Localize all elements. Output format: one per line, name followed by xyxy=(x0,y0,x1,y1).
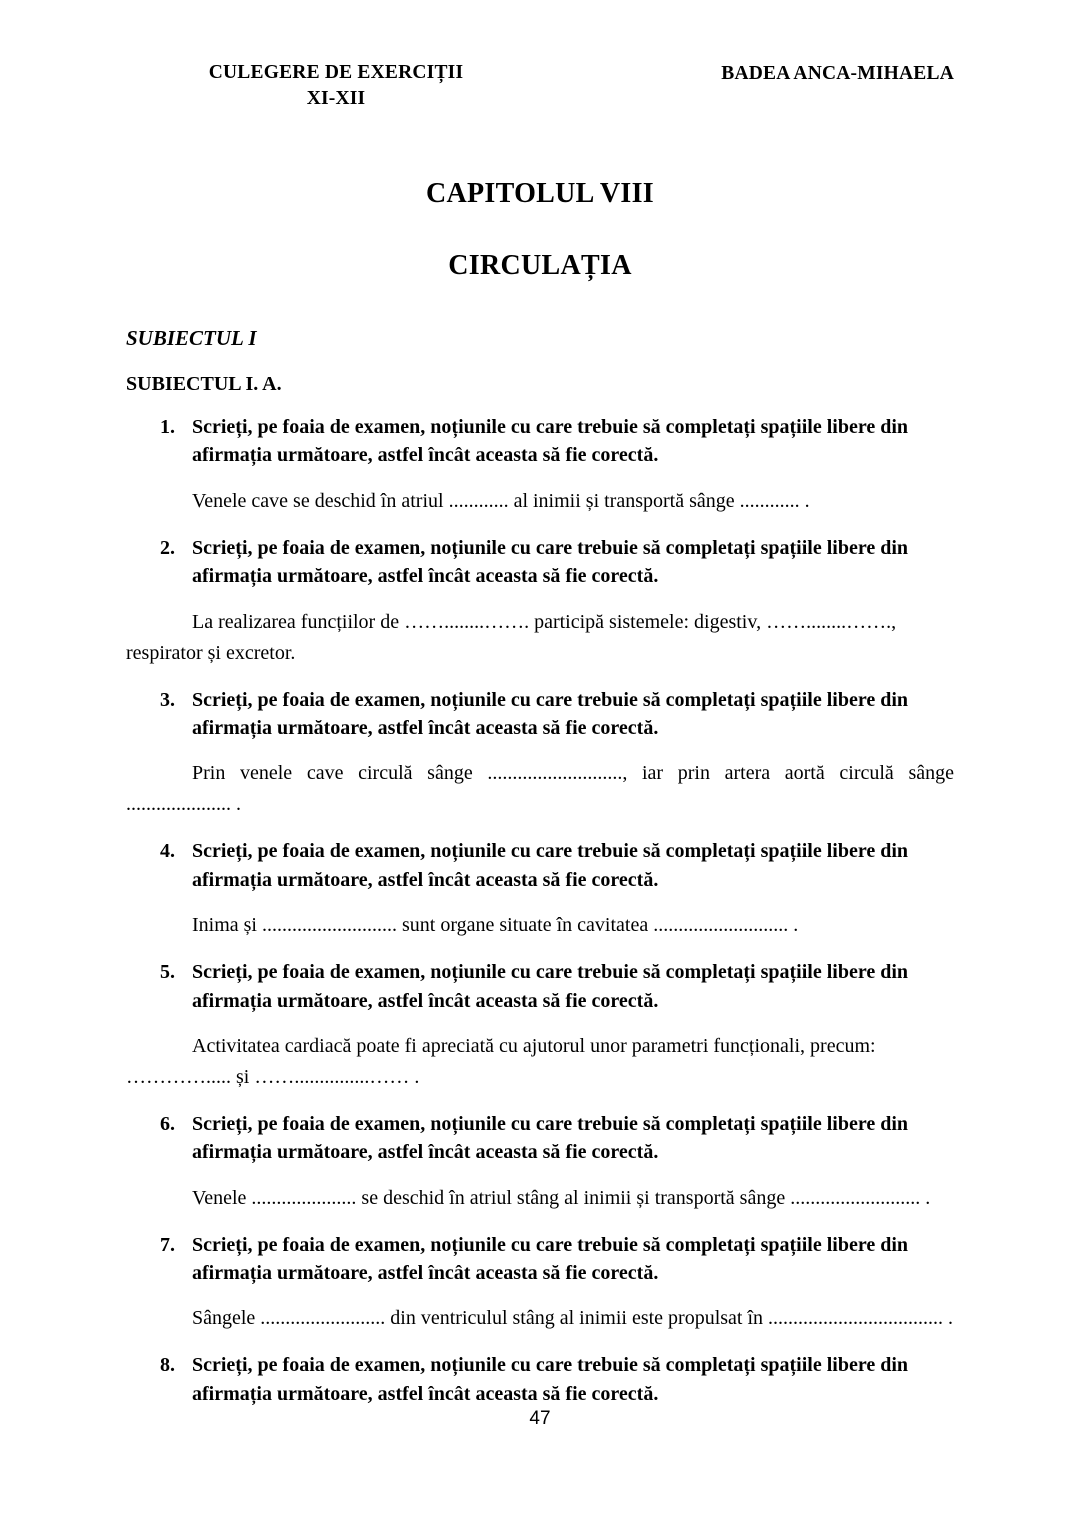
exercise-prompt: Scrieți, pe foaia de examen, noțiunile cu care trebuie să completați spațiile libere din afirmația următoare, astfel încât aceasta să fie corectă. xyxy=(192,1112,909,1164)
exercise-statement-7: Sângele ......................... din ventriculul stâng al inimii este propulsat în ................................... . xyxy=(192,1307,954,1330)
exercise-item-4 xyxy=(126,837,954,894)
exercise-prompt: Scrieți, pe foaia de examen, noțiunile cu care trebuie să completați spațiile libere din afirmația următoare, astfel încât aceasta să fie corectă. xyxy=(192,1354,909,1405)
exercise-prompt: Scrieți, pe foaia de examen, noțiunile cu care trebuie să completați spațiile libere din afirmația următoare, astfel încât aceasta să fie corectă. xyxy=(192,688,909,739)
section-heading-subject-sub: SUBIECTUL I. A. xyxy=(126,373,282,395)
exercise-number: 8. xyxy=(160,1354,175,1377)
exercise-item-2 xyxy=(126,534,954,591)
header-left-line1: CULEGERE DE EXERCIȚII xyxy=(208,62,464,83)
exercise-item-1 xyxy=(126,413,954,470)
exercise-prompt: Scrieți, pe foaia de examen, noțiunile cu care trebuie să completați spațiile libere din afirmația următoare, astfel încât aceasta să fie corectă. xyxy=(192,961,909,1012)
exercise-number: 7. xyxy=(160,1233,175,1256)
exercise-statement-4: Inima și ........................... sunt organe situate în cavitatea ........................... . xyxy=(192,914,799,937)
exercise-number: 5. xyxy=(160,961,175,984)
running-header xyxy=(126,60,954,113)
exercise-item-7 xyxy=(126,1231,954,1288)
exercise-number: 2. xyxy=(160,536,175,559)
chapter-title-block xyxy=(126,178,954,282)
exercise-item-5 xyxy=(126,958,954,1015)
section-heading-subject-main: SUBIECTUL I xyxy=(126,326,257,350)
header-author: BADEA ANCA-MIHAELA xyxy=(721,63,954,84)
header-left-line2: XI-XII xyxy=(306,88,366,110)
exercise-statement-2: La realizarea funcțiilor de ……........……. participă sistemele: digestiv, ……........……., respirator și excretor. xyxy=(126,610,897,664)
exercise-number: 1. xyxy=(160,416,175,438)
exercise-number: 6. xyxy=(160,1112,175,1135)
exercise-item-8 xyxy=(126,1351,954,1408)
chapter-subtitle: CIRCULAȚIA xyxy=(448,250,632,281)
header-left-title xyxy=(126,60,546,113)
exercise-statement-3: Prin venele cave circulă sânge ..........................., iar prin artera aortă circulă sânge ..................... . xyxy=(126,762,954,816)
exercise-number: 4. xyxy=(160,840,175,863)
exercise-statement-5: Activitatea cardiacă poate fi apreciată cu ajutorul unor parametri funcționali, precum: …………..... și ……...............…… . xyxy=(126,1034,876,1088)
page-number: 47 xyxy=(529,1408,551,1429)
exercise-statement-1: Venele cave se deschid în atriul ............ al inimii și transportă sânge ............ . xyxy=(192,489,810,512)
exercise-prompt: Scrieți, pe foaia de examen, noțiunile cu care trebuie să completați spațiile libere din afirmația următoare, astfel încât aceasta să fie corectă. xyxy=(192,840,909,891)
exercise-statement-6: Venele ..................... se deschid în atriul stâng al inimii și transportă sânge .......................... . xyxy=(192,1186,931,1209)
document-content xyxy=(126,326,954,1408)
exercise-prompt: Scrieți, pe foaia de examen, noțiunile cu care trebuie să completați spațiile libere din afirmația următoare, astfel încât aceasta să fie corectă. xyxy=(192,416,909,467)
exercise-item-6 xyxy=(126,1110,954,1167)
exercise-item-3 xyxy=(126,686,954,743)
chapter-title: CAPITOLUL VIII xyxy=(425,178,655,209)
exercise-prompt: Scrieți, pe foaia de examen, noțiunile cu care trebuie să completați spațiile libere din afirmația următoare, astfel încât aceasta să fie corectă. xyxy=(192,1233,909,1285)
exercise-number: 3. xyxy=(160,688,175,711)
exercise-prompt: Scrieți, pe foaia de examen, noțiunile cu care trebuie să completați spațiile libere din afirmația următoare, astfel încât aceasta să fie corectă. xyxy=(192,536,909,588)
